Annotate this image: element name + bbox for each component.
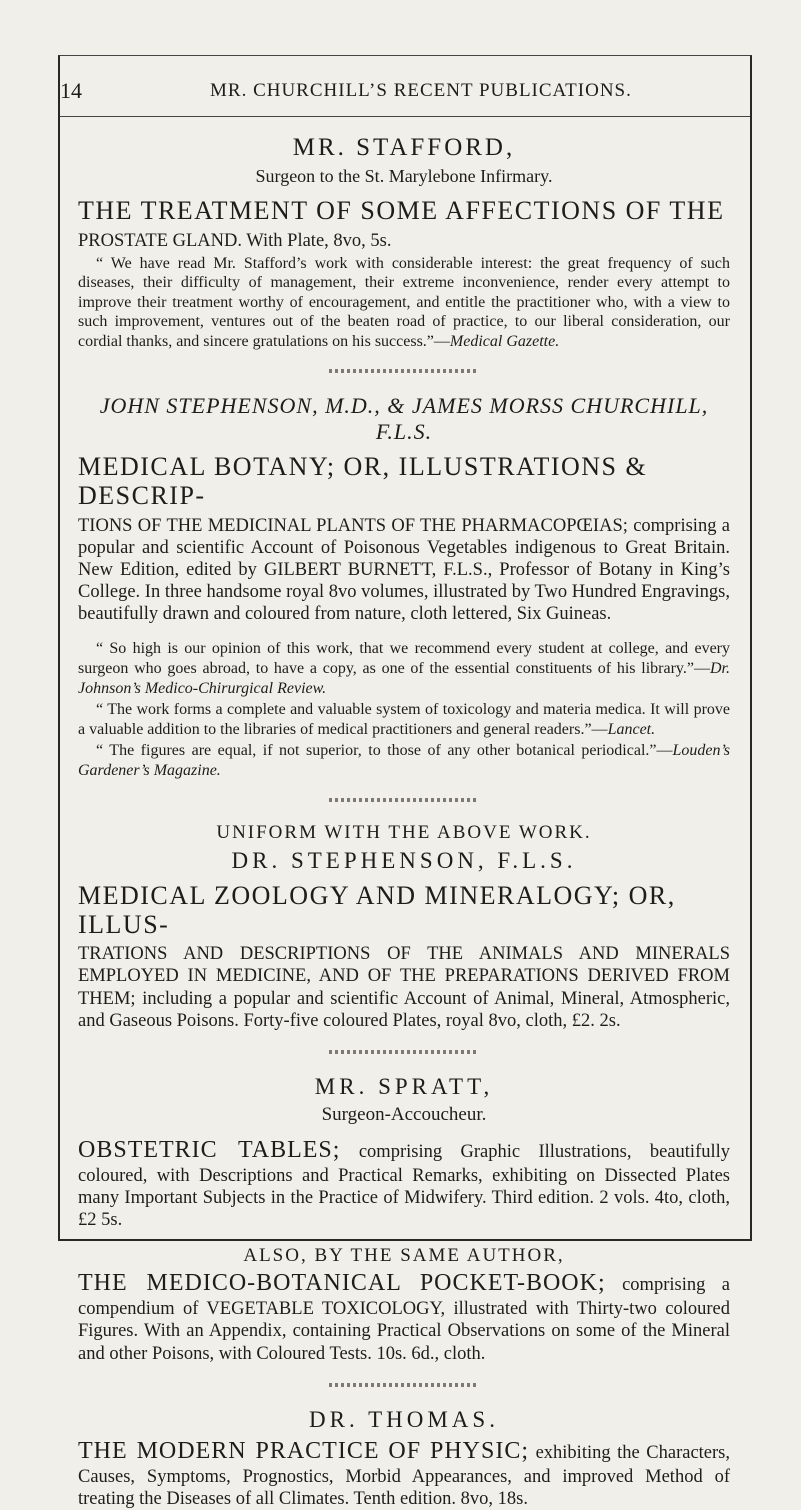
quote-text: “ So high is our opinion of this work, that we recommend every student at college, and every surgeon who goes abroad, to have a copy, as one of the essential constituents of his library.”— xyxy=(78,640,730,677)
entry-spratt xyxy=(78,1074,730,1365)
book-title: THE TREATMENT OF SOME AFFECTIONS OF THE xyxy=(78,196,725,225)
review-quote xyxy=(78,741,730,780)
quote-text: “ The figures are equal, if not superior, to those of any other botanical periodical.”— xyxy=(96,742,673,760)
review-quote xyxy=(78,639,730,698)
quote-source: Medical Gazette. xyxy=(449,332,560,350)
author-role: Surgeon-Accoucheur. xyxy=(321,1104,487,1126)
section-divider xyxy=(329,369,479,373)
uniform-note: UNIFORM WITH THE ABOVE WORK. xyxy=(216,822,592,844)
page-number: 14 xyxy=(60,78,82,103)
section-divider xyxy=(329,798,479,802)
section-divider xyxy=(329,1050,479,1054)
book-description: PROSTATE GLAND. With Plate, 8vo, 5s. xyxy=(78,230,392,251)
quote-source: Lancet. xyxy=(607,720,656,738)
running-title: MR. CHURCHILL’S RECENT PUBLICATIONS. xyxy=(210,80,632,101)
header-rule xyxy=(60,116,750,117)
review-quote xyxy=(78,254,730,352)
quote-text: “ We have read Mr. Stafford’s work with considerable interest: the great frequency of such diseases, their difficulty of management, their extreme inconvenience, render every attempt to improve their treatment worthy of encouragement, and entitle the practitioner who, with a view to such improvement, ventures out of the beaten road of practice, to our liberal consideration, our cordial thanks, and sincere gratulations on his success.”— xyxy=(78,254,730,350)
book-title: OBSTETRIC TABLES; xyxy=(78,1137,341,1164)
book-title: THE MODERN PRACTICE OF PHYSIC; xyxy=(78,1437,530,1464)
page-content xyxy=(78,130,730,1510)
author-heading: DR. STEPHENSON, F.L.S. xyxy=(231,848,577,874)
book-description: comprising Graphic Illustrations, beautifully coloured, with Descriptions and Practical Remarks, exhibiting on Dissected Plates many Important Subjects in the Practice of Midwifery. Third edition. 2 vols. 4to, cloth, £2 5s. xyxy=(78,1142,731,1231)
review-quote xyxy=(78,700,730,739)
book-description: TIONS OF THE MEDICINAL PLANTS OF THE PHARMACOPŒIAS; comprising a popular and scientific Account of Poisonous Vegetables indigenous to Great Britain. New Edition, edited by GILBERT BURNETT, F.L.S., Professor of Botany in King’s College. In three handsome royal 8vo volumes, illustrated by Two Hundred Engravings, beautifully drawn and coloured from nature, cloth lettered, Six Guineas. xyxy=(78,515,730,625)
entry-thomas xyxy=(78,1407,730,1510)
quote-text: “ The work forms a complete and valuable system of toxicology and materia medica. It will prove a valuable addition to the libraries of medical practitioners and general readers.”— xyxy=(78,701,730,738)
entry-medical-zoology xyxy=(78,822,730,1032)
author-role: Surgeon to the St. Marylebone Infirmary. xyxy=(255,166,553,186)
entry-stafford xyxy=(78,134,730,351)
book-title: MEDICAL ZOOLOGY AND MINERALOGY; OR, ILLUS- xyxy=(78,881,676,939)
author-heading: MR. SPRATT, xyxy=(314,1074,494,1100)
book-entry xyxy=(78,1136,730,1231)
book-title: THE MEDICO-BOTANICAL POCKET-BOOK; xyxy=(78,1270,606,1297)
book-description: comprising a compendium of VEGETABLE TOXICOLOGY, illustrated with Thirty-two coloured Figures. With an Appendix, containing Practical Observations on some of the Mineral and other Poisons, with Coloured Tests. 10s. 6d., cloth. xyxy=(78,1275,731,1364)
book-entry xyxy=(78,1269,730,1364)
book-description: TRATIONS AND DESCRIPTIONS OF THE ANIMALS AND MINERALS EMPLOYED IN MEDICINE, AND OF THE PREPARATIONS DERIVED FROM THEM; including a popular and scientific Account of Animal, Mineral, Atmospheric, and Gaseous Poisons. Forty-five coloured Plates, royal 8vo, cloth, £2. 2s. xyxy=(78,944,730,1031)
quote-source: Dr. Johnson’s Medico-Chirurgical Review. xyxy=(78,660,730,697)
book-entry xyxy=(78,1437,730,1510)
author-heading: MR. STAFFORD, xyxy=(292,134,516,161)
author-heading: DR. THOMAS. xyxy=(309,1406,499,1432)
also-note: ALSO, BY THE SAME AUTHOR, xyxy=(243,1245,565,1267)
book-title: MEDICAL BOTANY; OR, ILLUSTRATIONS & DESCRIP- xyxy=(78,452,648,510)
book-description: exhibiting the Characters, Causes, Symptoms, Prognostics, Morbid Appearances, and improved Method of treating the Diseases of all Climates. Tenth edition. 8vo, 18s. xyxy=(78,1442,730,1509)
author-heading: JOHN STEPHENSON, M.D., & JAMES MORSS CHURCHILL, F.L.S. xyxy=(99,393,709,445)
quote-source: Louden’s Gardener’s Magazine. xyxy=(78,742,730,779)
section-divider xyxy=(329,1383,479,1387)
entry-medical-botany xyxy=(78,393,730,780)
page-header xyxy=(60,78,750,106)
